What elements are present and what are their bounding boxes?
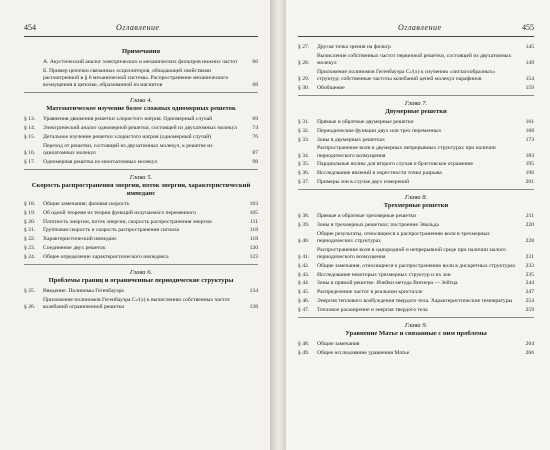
- entry-title: Распространение волн в двумерных непрерывных структурах при наличии периодического возмущения: [317, 145, 496, 159]
- entry-page-number: 259: [525, 306, 534, 313]
- entry-page-number: 69: [252, 116, 258, 123]
- chapter-label: Глава 8.: [404, 194, 428, 202]
- page-number: 454: [24, 23, 36, 32]
- section-number: § 37.: [298, 178, 310, 185]
- entry-page-number: 123: [249, 253, 258, 260]
- entry-title: Распространение волн в однородной и непрерывной среде при наличии малого периодического возмущения: [317, 246, 506, 260]
- section-number: § 44.: [298, 280, 310, 287]
- chapter-separator: [298, 95, 534, 96]
- toc-entry: [24, 125, 258, 132]
- toc-entry: [298, 280, 534, 287]
- entry-title: Энергия теплового возбуждения твердого тела. Характеристические температуры: [317, 297, 513, 304]
- section-number: § 48.: [298, 340, 310, 347]
- entry-title: Исследование некоторых трехмерных структур и их зон: [317, 271, 451, 278]
- entry-page-number: 134: [249, 287, 258, 294]
- entry-title: Обобщение: [317, 84, 345, 91]
- section-number: § 29.: [298, 76, 310, 82]
- section-number: § 49.: [298, 349, 310, 356]
- entry-page-number: 254: [525, 297, 534, 304]
- section-number: § 33.: [298, 136, 310, 143]
- chapter-heading: [24, 97, 258, 113]
- entry-page-number: 145: [525, 44, 534, 50]
- entry-title: Зоны в трехмерных решетках; построение Эвальда: [317, 221, 439, 228]
- entry-page-number: 266: [525, 349, 534, 356]
- entry-page-number: 66: [252, 59, 258, 65]
- entry-title: Детальное изучение решетки хлористого натрия (одномерный случай): [43, 134, 212, 140]
- entry-page-number: 159: [525, 84, 534, 91]
- section-number: § 40.: [298, 237, 310, 244]
- header-rule: [298, 36, 534, 37]
- entry-page-number: 98: [252, 158, 258, 165]
- running-title: Оглавление: [116, 23, 160, 32]
- toc-entry: [298, 222, 534, 229]
- entry-title: Об одной теореме из теории функций излучаемого переменного: [43, 209, 197, 216]
- toc-entry: [24, 68, 258, 90]
- entry-title: Приложение полиномов Гегенбауэра Cₙˡ(x) к вычислению собственных частот колебаний ограниченной решетки: [43, 296, 230, 310]
- section-number: § 38.: [298, 213, 310, 220]
- section-number: § 41.: [298, 253, 310, 260]
- book-gutter: [270, 0, 286, 450]
- chapter-heading: [24, 269, 258, 285]
- section-number: § 43.: [298, 271, 310, 278]
- chapter-separator: [24, 264, 258, 265]
- chapter-separator: [298, 189, 534, 190]
- toc-entry: [298, 263, 534, 270]
- toc-entry: [298, 170, 534, 177]
- entry-page-number: 228: [525, 237, 534, 244]
- toc-entry: [298, 145, 534, 159]
- toc-entry: [298, 179, 534, 186]
- toc-entry: [298, 289, 534, 296]
- entry-page-number: 149: [525, 60, 534, 66]
- chapter-heading: [298, 194, 534, 210]
- entry-page-number: 74: [252, 125, 258, 132]
- entry-page-number: 233: [525, 262, 534, 269]
- toc-entry: [298, 119, 534, 126]
- section-number: § 21.: [24, 227, 36, 234]
- entry-page-number: 168: [525, 127, 534, 134]
- chapter-title: Двумерные решетки: [385, 108, 447, 115]
- chapter-heading: [298, 100, 534, 116]
- entry-title: Групповая скорость и скорость распространения сигнала: [43, 227, 180, 234]
- right-page: [286, 0, 550, 450]
- entry-title: Другая точка зрения на фильтр: [317, 44, 391, 50]
- chapter-title: Трехмерные решетки: [383, 202, 449, 210]
- toc-entry: [24, 116, 258, 123]
- chapter-label: Глава 9.: [404, 321, 428, 329]
- toc-entry: [298, 298, 534, 305]
- toc-entry: [298, 272, 534, 279]
- entry-page-number: 195: [525, 161, 534, 168]
- toc-entry: [298, 213, 534, 220]
- section-number: § 30.: [298, 84, 310, 91]
- entry-title: Общее определение характеристического импеданса: [43, 253, 169, 260]
- entry-title: Общие замечания; фазовая скорость: [43, 201, 130, 207]
- entry-page-number: 264: [525, 340, 534, 347]
- entry-title: Общие замечания: [317, 340, 360, 347]
- entry-page-number: 183: [525, 152, 534, 159]
- header-rule: [24, 36, 258, 37]
- chapter-title: Скорость распространения энергии, поток энергии, характеристический импеданс: [31, 182, 251, 197]
- entry-title: Прямые и обратные двумерные решетки: [317, 119, 414, 125]
- entry-title: Переход от решетки, состоящей из двухатомных молекул, к решетке из одноатомных молекул: [43, 142, 213, 156]
- entry-title: Тепловое расширение и энергия твердого тела: [317, 306, 428, 313]
- chapter-title: Математическое изучение более сложных одномерных решеток: [46, 105, 236, 113]
- page-number: 455: [522, 23, 534, 32]
- chapter-title: Уравнение Матье и связанные с ним проблемы: [345, 329, 487, 337]
- entry-page-number: 220: [525, 221, 534, 228]
- section-number: § 47.: [298, 306, 310, 313]
- toc-entry: [24, 219, 258, 226]
- entry-title: Одномерная решетка из многоатомных молекул: [43, 158, 158, 165]
- entry-title: Плотность энергии, поток энергии, скорость распространения энергии: [43, 218, 212, 225]
- section-number: § 14.: [24, 125, 36, 132]
- chapter-title: Проблемы границ и ограниченные периодические структуры: [48, 276, 234, 284]
- toc-entry: [298, 341, 534, 348]
- chapter-heading: [24, 48, 258, 56]
- section-number: § 22.: [24, 236, 36, 243]
- section-number: § 27.: [298, 44, 310, 50]
- section-number: § 13.: [24, 116, 36, 123]
- section-number: § 20.: [24, 218, 36, 225]
- entry-title: А. Акустический аналог электрических и механических фильтров нижних частот: [43, 59, 238, 65]
- entry-page-number: 105: [249, 209, 258, 216]
- section-number: § 35.: [298, 161, 310, 168]
- toc-entry: [298, 307, 534, 314]
- entry-title: Приложение полиномов Гегенбауэра Cₙˡ(x) к изучению «зигзагообразных» структур; собственные частоты колебаний цепей молекул парафинов: [317, 68, 496, 82]
- entry-page-number: 120: [249, 244, 258, 251]
- chapter-label: Глава 6.: [129, 268, 153, 276]
- section-number: § 16.: [24, 150, 36, 156]
- chapter-separator: [24, 92, 258, 93]
- chapter-label: Глава 7.: [404, 100, 428, 107]
- toc-entry: [298, 350, 534, 357]
- chapter-heading: [24, 174, 258, 198]
- entry-title: Исследование явлений в окрестности точки разрыва: [317, 170, 442, 177]
- entry-page-number: 201: [525, 178, 534, 185]
- toc-entry: [298, 44, 534, 51]
- chapter-title: Примечания: [121, 48, 161, 55]
- toc-entry: [298, 247, 534, 261]
- toc-entry: [24, 59, 258, 66]
- entry-page-number: 161: [525, 119, 534, 125]
- section-number: § 25.: [24, 287, 36, 294]
- entry-title: Примеры зон в случае двух измерений: [317, 178, 410, 185]
- chapter-separator: [298, 317, 534, 318]
- entry-title: Общие замечания, относящиеся к распространению волн в дискретных структурах: [317, 262, 516, 269]
- entry-page-number: 87: [252, 150, 258, 156]
- toc-entry: [298, 161, 534, 168]
- entry-title: Электрический аналог одномерной решетки, состоящей из двухатомных молекул: [43, 125, 237, 132]
- running-title: Оглавление: [398, 23, 442, 32]
- entry-title: Уравнения движения решетки хлористого натрия. Одномерный случай: [43, 116, 213, 123]
- entry-page-number: 103: [249, 201, 258, 207]
- entry-title: Парциальные волны для второго случая и брэгговское отражение: [317, 161, 473, 168]
- section-number: § 15.: [24, 134, 36, 140]
- toc-entry: [24, 159, 258, 166]
- running-header: [298, 22, 534, 34]
- section-number: § 39.: [298, 221, 310, 228]
- section-number: § 17.: [24, 158, 36, 165]
- running-header: [24, 22, 258, 34]
- entry-title: Прямые и обратные трехмерные решетки: [317, 213, 417, 220]
- toc-column: [298, 44, 534, 359]
- entry-page-number: 138: [249, 303, 258, 310]
- toc-entry: [24, 210, 258, 217]
- entry-title: Вычисление собственных частот первичной решетки, состоящей из двухатомных молекул: [317, 52, 512, 66]
- section-number: § 23.: [24, 244, 36, 251]
- section-number: § 34.: [298, 152, 310, 159]
- chapter-separator: [24, 169, 258, 170]
- section-number: § 32.: [298, 127, 310, 134]
- entry-page-number: 244: [525, 280, 534, 287]
- toc-entry: [24, 143, 258, 157]
- entry-page-number: 118: [249, 227, 258, 234]
- entry-page-number: 231: [525, 253, 534, 260]
- entry-page-number: 76: [252, 134, 258, 140]
- entry-page-number: 118: [249, 236, 258, 243]
- entry-page-number: 235: [525, 271, 534, 278]
- entry-page-number: 196: [525, 170, 534, 177]
- toc-entry: [298, 128, 534, 135]
- entry-title: Соединение двух решеток: [43, 244, 106, 251]
- section-number: § 28.: [298, 60, 310, 66]
- toc-entry: [298, 85, 534, 92]
- section-number: § 46.: [298, 297, 310, 304]
- entry-title: Б. Пример цепочки связанных осцилляторов, обладающей свойствами рассмотренной в § 6 механической системы. Распространение механического возмущения в цепочке, образованной из магнитов: [43, 67, 229, 89]
- entry-page-number: 154: [525, 76, 534, 82]
- entry-page-number: 211: [525, 213, 534, 220]
- toc-entry: [298, 137, 534, 144]
- section-number: § 31.: [298, 119, 310, 125]
- entry-page-number: 247: [525, 289, 534, 296]
- section-number: § 42.: [298, 262, 310, 269]
- entry-title: Распределение частот в реальном кристалле: [317, 289, 423, 296]
- section-number: § 26.: [24, 303, 36, 310]
- entry-title: Зоны в прямой решетке. Ячейки метода Вигнера — Зейтца: [317, 280, 458, 287]
- entry-title: Периодические функции двух или трех переменных: [317, 127, 442, 134]
- toc-entry: [24, 288, 258, 295]
- section-number: § 36.: [298, 170, 310, 177]
- chapter-label: Глава 4.: [129, 97, 153, 105]
- entry-page-number: 68: [252, 82, 258, 89]
- toc-entry: [298, 69, 534, 83]
- toc-entry: [24, 297, 258, 311]
- toc-entry: [298, 231, 534, 245]
- chapter-heading: [298, 322, 534, 338]
- entry-title: Характеристический импеданс: [43, 236, 117, 243]
- entry-page-number: 173: [525, 136, 534, 143]
- section-number: § 19.: [24, 209, 36, 216]
- toc-entry: [24, 201, 258, 208]
- toc-entry: [24, 254, 258, 261]
- section-number: § 18.: [24, 201, 36, 207]
- left-page: [0, 0, 270, 450]
- entry-title: Общие результаты, относящиеся к распространению волн в трехмерных периодических структурах: [317, 230, 490, 244]
- toc-column: [24, 44, 258, 313]
- chapter-label: Глава 5.: [129, 174, 153, 181]
- entry-page-number: 111: [250, 218, 258, 225]
- entry-title: Введение. Полиномы Гегенбауэра: [43, 287, 124, 294]
- toc-entry: [24, 134, 258, 141]
- toc-entry: [298, 53, 534, 67]
- toc-entry: [24, 245, 258, 252]
- section-number: § 45.: [298, 289, 310, 296]
- entry-title: Зоны в двумерных решетках: [317, 136, 386, 143]
- toc-entry: [24, 227, 258, 234]
- toc-entry: [24, 236, 258, 243]
- entry-title: Общее исследование уравнения Матье: [317, 349, 410, 356]
- section-number: § 24.: [24, 253, 36, 260]
